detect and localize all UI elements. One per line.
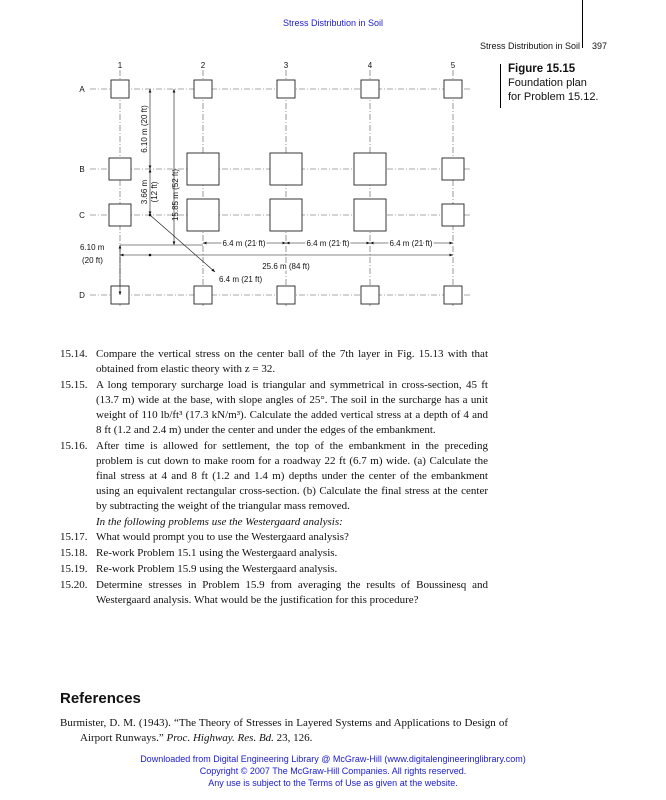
problem-number: 15.16. xyxy=(60,440,88,452)
problem-number: 15.20. xyxy=(60,579,88,591)
footing-a1 xyxy=(111,80,129,98)
footing-d2 xyxy=(194,286,212,304)
problem-number: 15.19. xyxy=(60,563,88,575)
dim-label-span-3: 6.4 m (21 ft) xyxy=(389,239,433,248)
footing-c3 xyxy=(270,199,302,231)
dim-label-b-c-ft: (12 ft) xyxy=(150,181,159,203)
problem-list xyxy=(60,347,488,609)
running-head: Stress Distribution in Soil xyxy=(479,41,580,51)
footing-a2 xyxy=(194,80,212,98)
problem-number: 15.17. xyxy=(60,531,88,543)
dim-label-span-2: 6.4 m (21 ft) xyxy=(306,239,350,248)
footing-d4 xyxy=(361,286,379,304)
problem-text: A long temporary surcharge load is triangular and symmetrical in cross-section, 45 ft (13.7 m) wide at the base, with slope angles of 25°. The soil in the surcharge has a unit weight of 110 lb/ft³ (17.3 kN/m³). Calculate the added vertical stress at a depth of 4 and 8 ft (1.2 and 2.4 m) under the center and under the edges of the embankment. xyxy=(96,379,488,436)
footing-c1 xyxy=(109,204,131,226)
footer-copyright: Copyright © 2007 The McGraw-Hill Companies. All rights reserved. xyxy=(199,766,467,776)
westergaard-note: In the following problems use the Westergaard analysis: xyxy=(96,516,343,528)
column-label-5: 5 xyxy=(450,61,456,70)
reference-main: Burmister, D. M. (1943). “The Theory of Stresses in Layered Systems and Applications to Design of Airport Runways.” xyxy=(60,717,508,744)
footing-c2 xyxy=(187,199,219,231)
footing-a3 xyxy=(277,80,295,98)
footing-b3 xyxy=(270,153,302,185)
figure-number: Figure 15.15 xyxy=(508,63,576,75)
footing-a4 xyxy=(361,80,379,98)
problem-number: 15.18. xyxy=(60,547,88,559)
footing-a5 xyxy=(444,80,462,98)
page-number: 397 xyxy=(592,41,608,51)
dim-label-c-d-m: 6.10 m xyxy=(80,243,105,252)
footing-c5 xyxy=(442,204,464,226)
dim-label-total: 15.85 m (52 ft) xyxy=(171,168,180,222)
dim-label-a-b: 6.10 m (20 ft) xyxy=(140,105,149,153)
problem-15-19 xyxy=(60,562,488,577)
dim-label-span-1: 6.4 m (21 ft) xyxy=(222,239,266,248)
problem-15-14 xyxy=(60,347,488,377)
problem-15-16 xyxy=(60,439,488,514)
caption-line-1: Foundation plan xyxy=(508,77,587,89)
problem-text: After time is allowed for settlement, the top of the embankment in the preceding problem is cut down to make room for a roadway 22 ft (6.7 m) wide. (a) Calculate the final stress at 4 and 8 ft (1.2 and 1.4 m) depths under the center of the embankment using an equivalent rectangular cross-section. (b) Calculate the final stress at the center by subtracting the weight of the triangular mass removed. xyxy=(96,440,488,512)
reference-entry xyxy=(60,716,508,746)
dim-label-overall: 25.6 m (84 ft) xyxy=(262,262,310,271)
dim-label-c-d-ft: (20 ft) xyxy=(82,256,103,265)
footing-d3 xyxy=(277,286,295,304)
dim-label-diagonal: 6.4 m (21 ft) xyxy=(219,275,263,284)
top-header-link[interactable]: Stress Distribution in Soil xyxy=(282,18,384,28)
dim-point-overall xyxy=(149,254,152,257)
column-label-3: 3 xyxy=(283,61,289,70)
column-label-1: 1 xyxy=(117,61,123,70)
row-label-b: B xyxy=(79,165,85,174)
caption-line-2: for Problem 15.12. xyxy=(508,91,599,103)
dim-label-b-c-m: 3.66 m xyxy=(140,179,149,205)
column-label-4: 4 xyxy=(367,61,373,70)
problem-text: Compare the vertical stress on the center ball of the 7th layer in Fig. 15.13 with that obtained from elastic theory with z = 32. xyxy=(96,348,488,375)
problem-text: What would prompt you to use the Westergaard analysis? xyxy=(96,531,349,543)
problem-15-20 xyxy=(60,578,488,608)
footing-b4 xyxy=(354,153,386,185)
footer xyxy=(0,753,666,789)
row-label-d: D xyxy=(79,291,85,300)
footing-b1 xyxy=(109,158,131,180)
problem-15-17 xyxy=(60,530,488,545)
column-label-2: 2 xyxy=(200,61,206,70)
reference-journal: Proc. Highway. Res. Bd. xyxy=(166,732,274,744)
footing-b5 xyxy=(442,158,464,180)
references-heading: References xyxy=(60,690,141,707)
footing-d5 xyxy=(444,286,462,304)
footer-download-link[interactable]: Downloaded from Digital Engineering Library @ McGraw-Hill (www.digitalengineeringlibrary.com) xyxy=(140,754,526,764)
problem-text: Re-work Problem 15.9 using the Westergaard analysis. xyxy=(96,563,338,575)
problem-15-18 xyxy=(60,546,488,561)
footing-c4 xyxy=(354,199,386,231)
problem-text: Re-work Problem 15.1 using the Westergaard analysis. xyxy=(96,547,338,559)
problem-number: 15.14. xyxy=(60,348,88,360)
foundation-plan-figure xyxy=(0,48,666,318)
reference-end: 23, 126. xyxy=(273,732,313,744)
row-label-c: C xyxy=(79,211,85,220)
footer-terms[interactable]: Any use is subject to the Terms of Use as given at the website. xyxy=(208,778,458,788)
problem-text: Determine stresses in Problem 15.9 from averaging the results of Boussinesq and Westergaard analysis. What would be the justification for this procedure? xyxy=(96,579,488,606)
row-label-a: A xyxy=(79,85,85,94)
dim-point-c xyxy=(149,214,152,217)
footing-b2 xyxy=(187,153,219,185)
header-rule xyxy=(582,0,583,48)
problem-15-15 xyxy=(60,378,488,438)
problem-number: 15.15. xyxy=(60,379,88,391)
